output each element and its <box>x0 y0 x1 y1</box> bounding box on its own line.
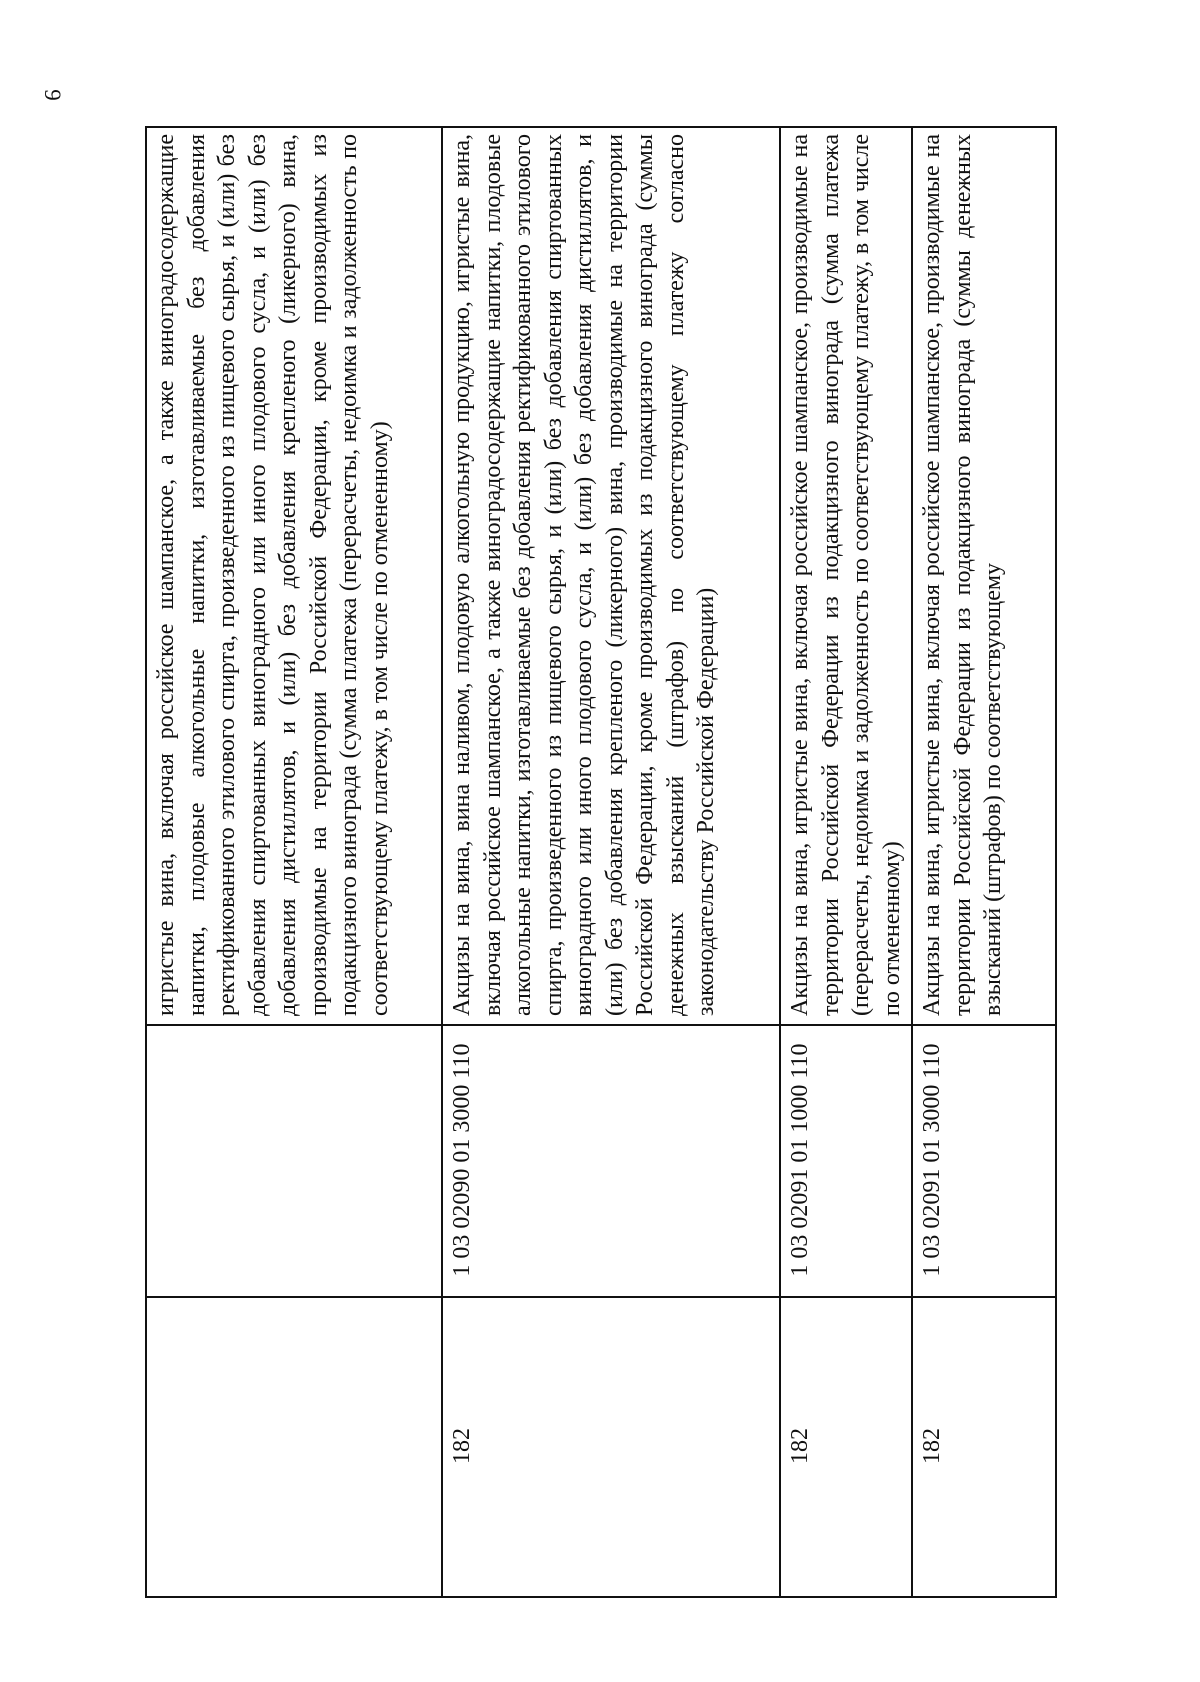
table-row <box>442 127 780 1597</box>
budget-code-cell: 1 03 02091 01 1000 110 <box>780 1025 912 1297</box>
rotated-table-container <box>145 128 1055 1598</box>
admin-code-cell: 182 <box>780 1297 912 1597</box>
revenue-description-cell: игристые вина, включая российское шампанское, а также виноградосодержащие напитки, плодовые алкогольные напитки, изготавливаемые без добавления ректификованного этилового спирта, произведенного из пищевого сырья, и (или) без добавления спиртованных виноградного или иного плодового сусла, и (или) без добавления дистиллятов, и (или) без добавления крепленого (ликерного) вина, производимые на территории Российской Федерации, кроме производимых из подакцизного винограда (сумма платежа (перерасчеты, недоимка и задолженность по соответствующему платежу, в том числе по отмененному) <box>146 127 442 1025</box>
budget-code-cell <box>146 1025 442 1297</box>
page-number: 9 <box>40 89 65 101</box>
admin-code-cell: 182 <box>442 1297 780 1597</box>
revenue-description-cell: Акцизы на вина, вина наливом, плодовую алкогольную продукцию, игристые вина, включая российское шампанское, а также виноградосодержащие напитки, плодовые алкогольные напитки, изготавливаемые без добавления ректификованного этилового спирта, произведенного из пищевого сырья, и (или) без добавления спиртованных виноградного или иного плодового сусла, и (или) без добавления дистиллятов, и (или) без добавления крепленого (ликерного) вина, производимые на территории Российской Федерации, кроме производимых из подакцизного винограда (суммы денежных взысканий (штрафов) по соответствующему платежу согласно законодательству Российской Федерации) <box>442 127 780 1025</box>
excise-codes-table <box>145 126 1057 1598</box>
table-row <box>146 127 442 1597</box>
table-row <box>780 127 912 1597</box>
admin-code-cell <box>146 1297 442 1597</box>
admin-code-cell: 182 <box>912 1297 1056 1597</box>
revenue-description-cell: Акцизы на вина, игристые вина, включая российское шампанское, производимые на территории Российской Федерации из подакцизного винограда (сумма платежа (перерасчеты, недоимка и задолженность по соответствующему платежу, в том числе по отмененному) <box>780 127 912 1025</box>
revenue-description-cell: Акцизы на вина, игристые вина, включая российское шампанское, производимые на территории Российской Федерации из подакцизного винограда (суммы денежных взысканий (штрафов) по соответствующему <box>912 127 1056 1025</box>
budget-code-cell: 1 03 02091 01 3000 110 <box>912 1025 1056 1297</box>
table-row <box>912 127 1056 1597</box>
budget-code-cell: 1 03 02090 01 3000 110 <box>442 1025 780 1297</box>
